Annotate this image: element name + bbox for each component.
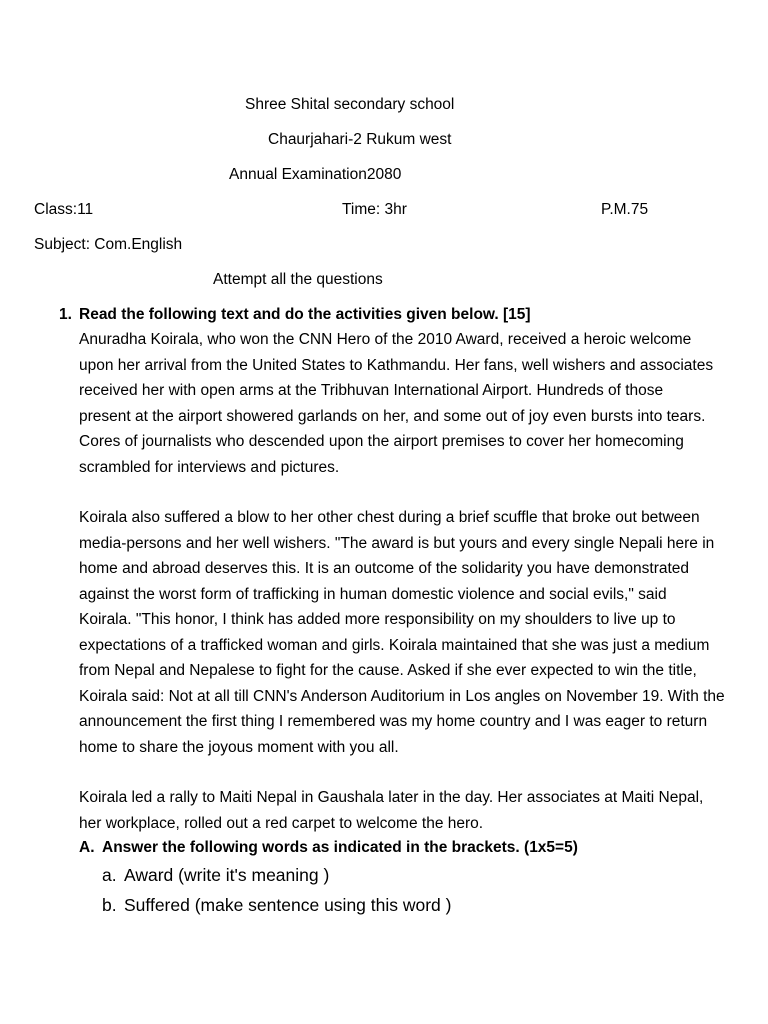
passage-line: upon her arrival from the United States to Kathmandu. Her fans, well wishers and associates	[79, 356, 714, 374]
school-address: Chaurjahari-2 Rukum west	[268, 131, 452, 148]
passage-line: received her with open arms at the Tribhuvan International Airport. Hundreds of those	[79, 382, 664, 399]
passage-line: expectations of a trafficked woman and girls. Koirala maintained that she was just a medium	[79, 636, 710, 654]
passage-line: Anuradha Koirala, who won the CNN Hero of the 2010 Award, received a heroic welcome	[79, 331, 692, 348]
passage-line: Koirala led a rally to Maiti Nepal in Gaushala later in the day. Her associates at Maiti Nepal,	[79, 789, 704, 806]
item-b-marker: b.	[102, 895, 117, 915]
passage-line: Koirala. "This honor, I think has added more responsibility on my shoulders to live up to	[79, 611, 676, 628]
school-name: Shree Shital secondary school	[245, 96, 455, 113]
full-marks-label: P.M.75	[601, 201, 649, 218]
passage-paragraph-3	[79, 785, 763, 836]
time-label: Time: 3hr	[342, 201, 407, 218]
passage-line: present at the airport showered garlands on her, and some out of joy even bursts into tears.	[79, 407, 706, 425]
passage-line: her workplace, rolled out a red carpet to welcome the hero.	[79, 814, 484, 832]
subject-label: Subject: Com.English	[34, 236, 183, 253]
item-a-text: Award (write it's meaning )	[124, 865, 330, 885]
passage-line: Koirala also suffered a blow to her other chest during a brief scuffle that broke out between	[79, 509, 700, 526]
passage-line: home to share the joyous moment with you all.	[79, 738, 399, 756]
item-a-marker: a.	[102, 865, 117, 885]
passage-paragraph-2	[79, 505, 763, 760]
item-b-text: Suffered (make sentence using this word )	[124, 895, 452, 915]
section-a-title: Answer the following words as indicated in the brackets. (1x5=5)	[102, 839, 578, 856]
passage-line: announcement the first thing I remembered was my home country and I was eager to return	[79, 713, 708, 730]
passage-line: against the worst form of trafficking in human domestic violence and social evils," said	[79, 585, 667, 603]
exam-title: Annual Examination2080	[229, 166, 402, 183]
class-label: Class:11	[34, 201, 94, 218]
passage-line: media-persons and her well wishers. "The award is but yours and every single Nepali here in	[79, 534, 715, 552]
passage-line: home and abroad deserves this. It is an outcome of the solidarity you have demonstrated	[79, 560, 690, 577]
question-1-number: 1.	[59, 306, 72, 323]
passage-line: scrambled for interviews and pictures.	[79, 458, 340, 476]
passage-paragraph-1	[79, 327, 763, 480]
passage-line: from Nepal and Nepalese to fight for the cause. Asked if she ever expected to win the title,	[79, 662, 697, 679]
passage-line: Koirala said: Not at all till CNN's Anderson Auditorium in Los angles on November 19. With the	[79, 687, 725, 705]
section-a-label: A.	[79, 839, 95, 856]
instruction: Attempt all the questions	[213, 271, 383, 288]
question-1-title: Read the following text and do the activities given below. [15]	[79, 306, 531, 323]
passage-line: Cores of journalists who descended upon the airport premises to cover her homecoming	[79, 433, 684, 450]
